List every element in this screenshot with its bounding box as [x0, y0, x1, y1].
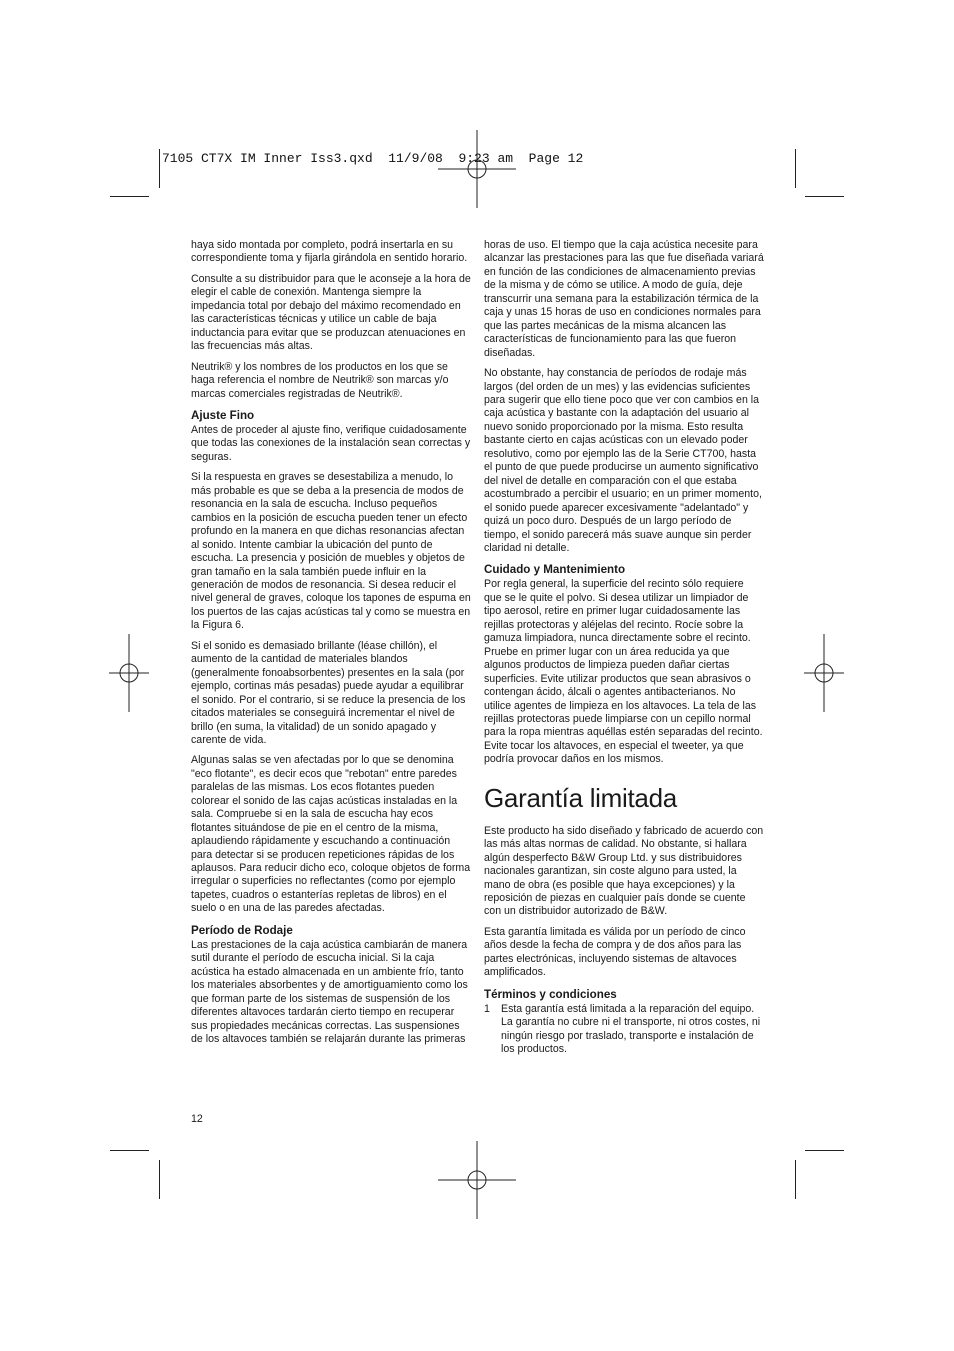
- registration-mark-bottom: [438, 1141, 516, 1219]
- section-heading-ajuste: Ajuste Fino: [191, 408, 255, 422]
- section-heading-terminos: Términos y condiciones: [484, 987, 617, 1001]
- paragraph: No obstante, hay constancia de períodos de rodaje más largos (del orden de un mes) y las evidencias suficientes para sugerir que ello tiene poco que ver con cambios en la caja acústica y bastante con la adaptación del usuario al nuevo sonido proporcionado por la misma. Esto resulta bastante cierto en cajas acústicas con un elevado poder resolutivo, como por ejemplo las de la Serie CT700, hasta el punto de que puede producirse un aumento significativo del nivel de detalle en comparación con el que estaba acostumbrado a percibir el usuario; en un primer momento, el sonido puede aparecer excesivamente "adelantado" y quizá un poco duro. Después de un largo período de tiempo, el sonido parecerá más suave aunque sin perder claridad ni detalle.: [484, 367, 762, 554]
- crop-mark-top-left-v: [159, 149, 160, 188]
- crop-mark-top-left-h: [110, 196, 149, 197]
- paragraph: haya sido montada por completo, podrá insertarla en su correspondiente toma y fijarla girándola en sentido horario.: [191, 239, 468, 265]
- crop-mark-bottom-left-h: [110, 1150, 149, 1151]
- page-number: 12: [191, 1113, 203, 1125]
- paragraph: Esta garantía limitada es válida por un período de cinco años desde la fecha de compra y de dos años para las partes electrónicas, incluyendo sistemas de altavoces amplificados.: [484, 925, 746, 979]
- paragraph: Este producto ha sido diseñado y fabricado de acuerdo con las más altas normas de calidad. No obstante, si hallara algún desperfecto B&W Group Ltd. y sus distribuidores nacionales garantizan, sin coste alguno para usted, la mano de obra (es posible que haya excepciones) y la reposición de piezas en cualquier país donde se cuente con un distribuidor autorizado de B&W.: [484, 824, 764, 918]
- paragraph: Neutrik® y los nombres de los productos en los que se haga referencia el nombre de Neutrik® son marcas y/o marcas comerciales registradas de Neutrik®.: [191, 360, 449, 400]
- paragraph: horas de uso. El tiempo que la caja acústica necesite para alcanzar las prestaciones para las que fue diseñada variará en función de las condiciones de almacenamiento previas de la misma y de cómo se utilice. A modo de guía, deje transcurrir una semana para la estabilización térmica de la caja y unas 15 horas de uso en condiciones normales para que las partes mecánicas de la misma alcancen las características de funcionamiento para las que fueron diseñadas.: [484, 239, 764, 359]
- crop-mark-bottom-right-v: [795, 1160, 796, 1199]
- registration-mark-left: [109, 634, 149, 712]
- section-heading-cuidado: Cuidado y Mantenimiento: [484, 563, 626, 577]
- right-column: [484, 239, 764, 1057]
- crop-mark-top-right-h: [805, 196, 844, 197]
- paragraph: Si el sonido es demasiado brillante (léase chillón), el aumento de la cantidad de materiales blandos (generalmente fonoabsorbentes) presentes en la sala (por ejemplo, cortinas más pesadas) puede ayudar a equilibrar el sonido. Por el contrario, si se reduce la presencia de los citados materiales se conseguirá incrementar el nivel de brillo (en suma, la vitalidad) de un sonido apagado y carente de vida.: [191, 639, 466, 746]
- crop-mark-bottom-left-v: [159, 1160, 160, 1199]
- paragraph: Antes de proceder al ajuste fino, verifique cuidadosamente que todas las conexiones de la instalación sean correctas y seguras.: [191, 423, 471, 463]
- crop-mark-bottom-right-h: [805, 1150, 844, 1151]
- registration-mark-top: [438, 130, 516, 208]
- paragraph: Si la respuesta en graves se desestabiliza a menudo, lo más probable es que se deba a la presencia de modos de resonancia en la sala de escucha. Incluso pequeños cambios en la posición de escucha pueden tener un efecto profundo en la manera en que dichas resonancias afectan al sonido. Intente cambiar la ubicación del punto de escucha. La presencia y posición de muebles y objetos de gran tamaño en la sala también puede influir en la generación de modos de resonancia. Si desea reducir el nivel general de graves, coloque los tapones de espuma en los puertos de las cajas acústicas tal y como se muestra en la Figura 6.: [191, 471, 471, 632]
- list-number: 1: [484, 1002, 490, 1015]
- paragraph: Consulte a su distribuidor para que le aconseje a la hora de elegir el cable de conexión. Mantenga siempre la impedancia total por debajo del máximo recomendado en las características técnicas y utilice un cable de baja inductancia para evitar que se produzcan atenuaciones en las frecuencias más altas.: [191, 272, 471, 353]
- crop-mark-top-right-v: [795, 149, 796, 188]
- paragraph: Algunas salas se ven afectadas por lo que se denomina "eco flotante", es decir ecos que "rebotan" entre paredes paralelas de las mismas. Los ecos flotantes pueden colorear el sonido de las cajas acústicas instaladas en la sala. Compruebe si en la sala de escucha hay ecos flotantes situándose de pie en el centro de la misma, aplaudiendo rápidamente y escuchando a continuación para detectar si se producen repeticiones rápidas de los aplausos. Para reducir dicho eco, coloque objetos de forma irregular o superficies no reflectantes (como por ejemplo tapetes, cuadros o estanterías repletas de libros) en el suelo o en una de las paredes afectadas.: [191, 754, 471, 915]
- section-heading-rodaje: Período de Rodaje: [191, 923, 293, 937]
- list-item: [484, 1003, 764, 1057]
- list-text: Esta garantía está limitada a la reparación del equipo. La garantía no cubre ni el transporte, ni otros costes, ni ningún riesgo por traslado, transporte e instalación de los productos.: [501, 1002, 761, 1056]
- paragraph: Por regla general, la superficie del recinto sólo requiere que se le quite el polvo. Si desea utilizar un limpiador de tipo aerosol, retire en primer lugar cuidadosamente las rejillas protectoras y aléjelas del recinto. Rocíe sobre la gamuza limpiadora, nunca directamente sobre el recinto. Pruebe en primer lugar con un área reducida ya que algunos productos de limpieza pueden dañar ciertas superficies. Evite utilizar productos que sean abrasivos o contengan ácido, álcali o agentes antibacterianos. No utilice agentes de limpieza en los altavoces. La tela de las rejillas protectoras puede limpiarse con un cepillo normal para la ropa mientras aquéllas estén separadas del recinto. Evite tocar los altavoces, en especial el tweeter, ya que podría provocar daños en los mismos.: [484, 578, 763, 766]
- file-slug: 7105 CT7X IM Inner Iss3.qxd 11/9/08 9:23 am Page 12: [162, 151, 584, 166]
- paragraph: Las prestaciones de la caja acústica cambiarán de manera sutil durante el período de escucha inicial. Si la caja acústica ha estado almacenada en un ambiente frío, tanto los materiales absorbentes y de amortiguamiento como los que forman parte de los sistemas de suspensión de los diferentes altavoces tardarán cierto tiempo en recuperar sus propiedades mecánicas correctas. Las suspensiones de los altavoces también se relajarán durante las primeras: [191, 938, 468, 1046]
- left-column: [191, 239, 471, 1053]
- section-title-garantia: Garantía limitada: [484, 782, 677, 813]
- registration-mark-right: [804, 634, 844, 712]
